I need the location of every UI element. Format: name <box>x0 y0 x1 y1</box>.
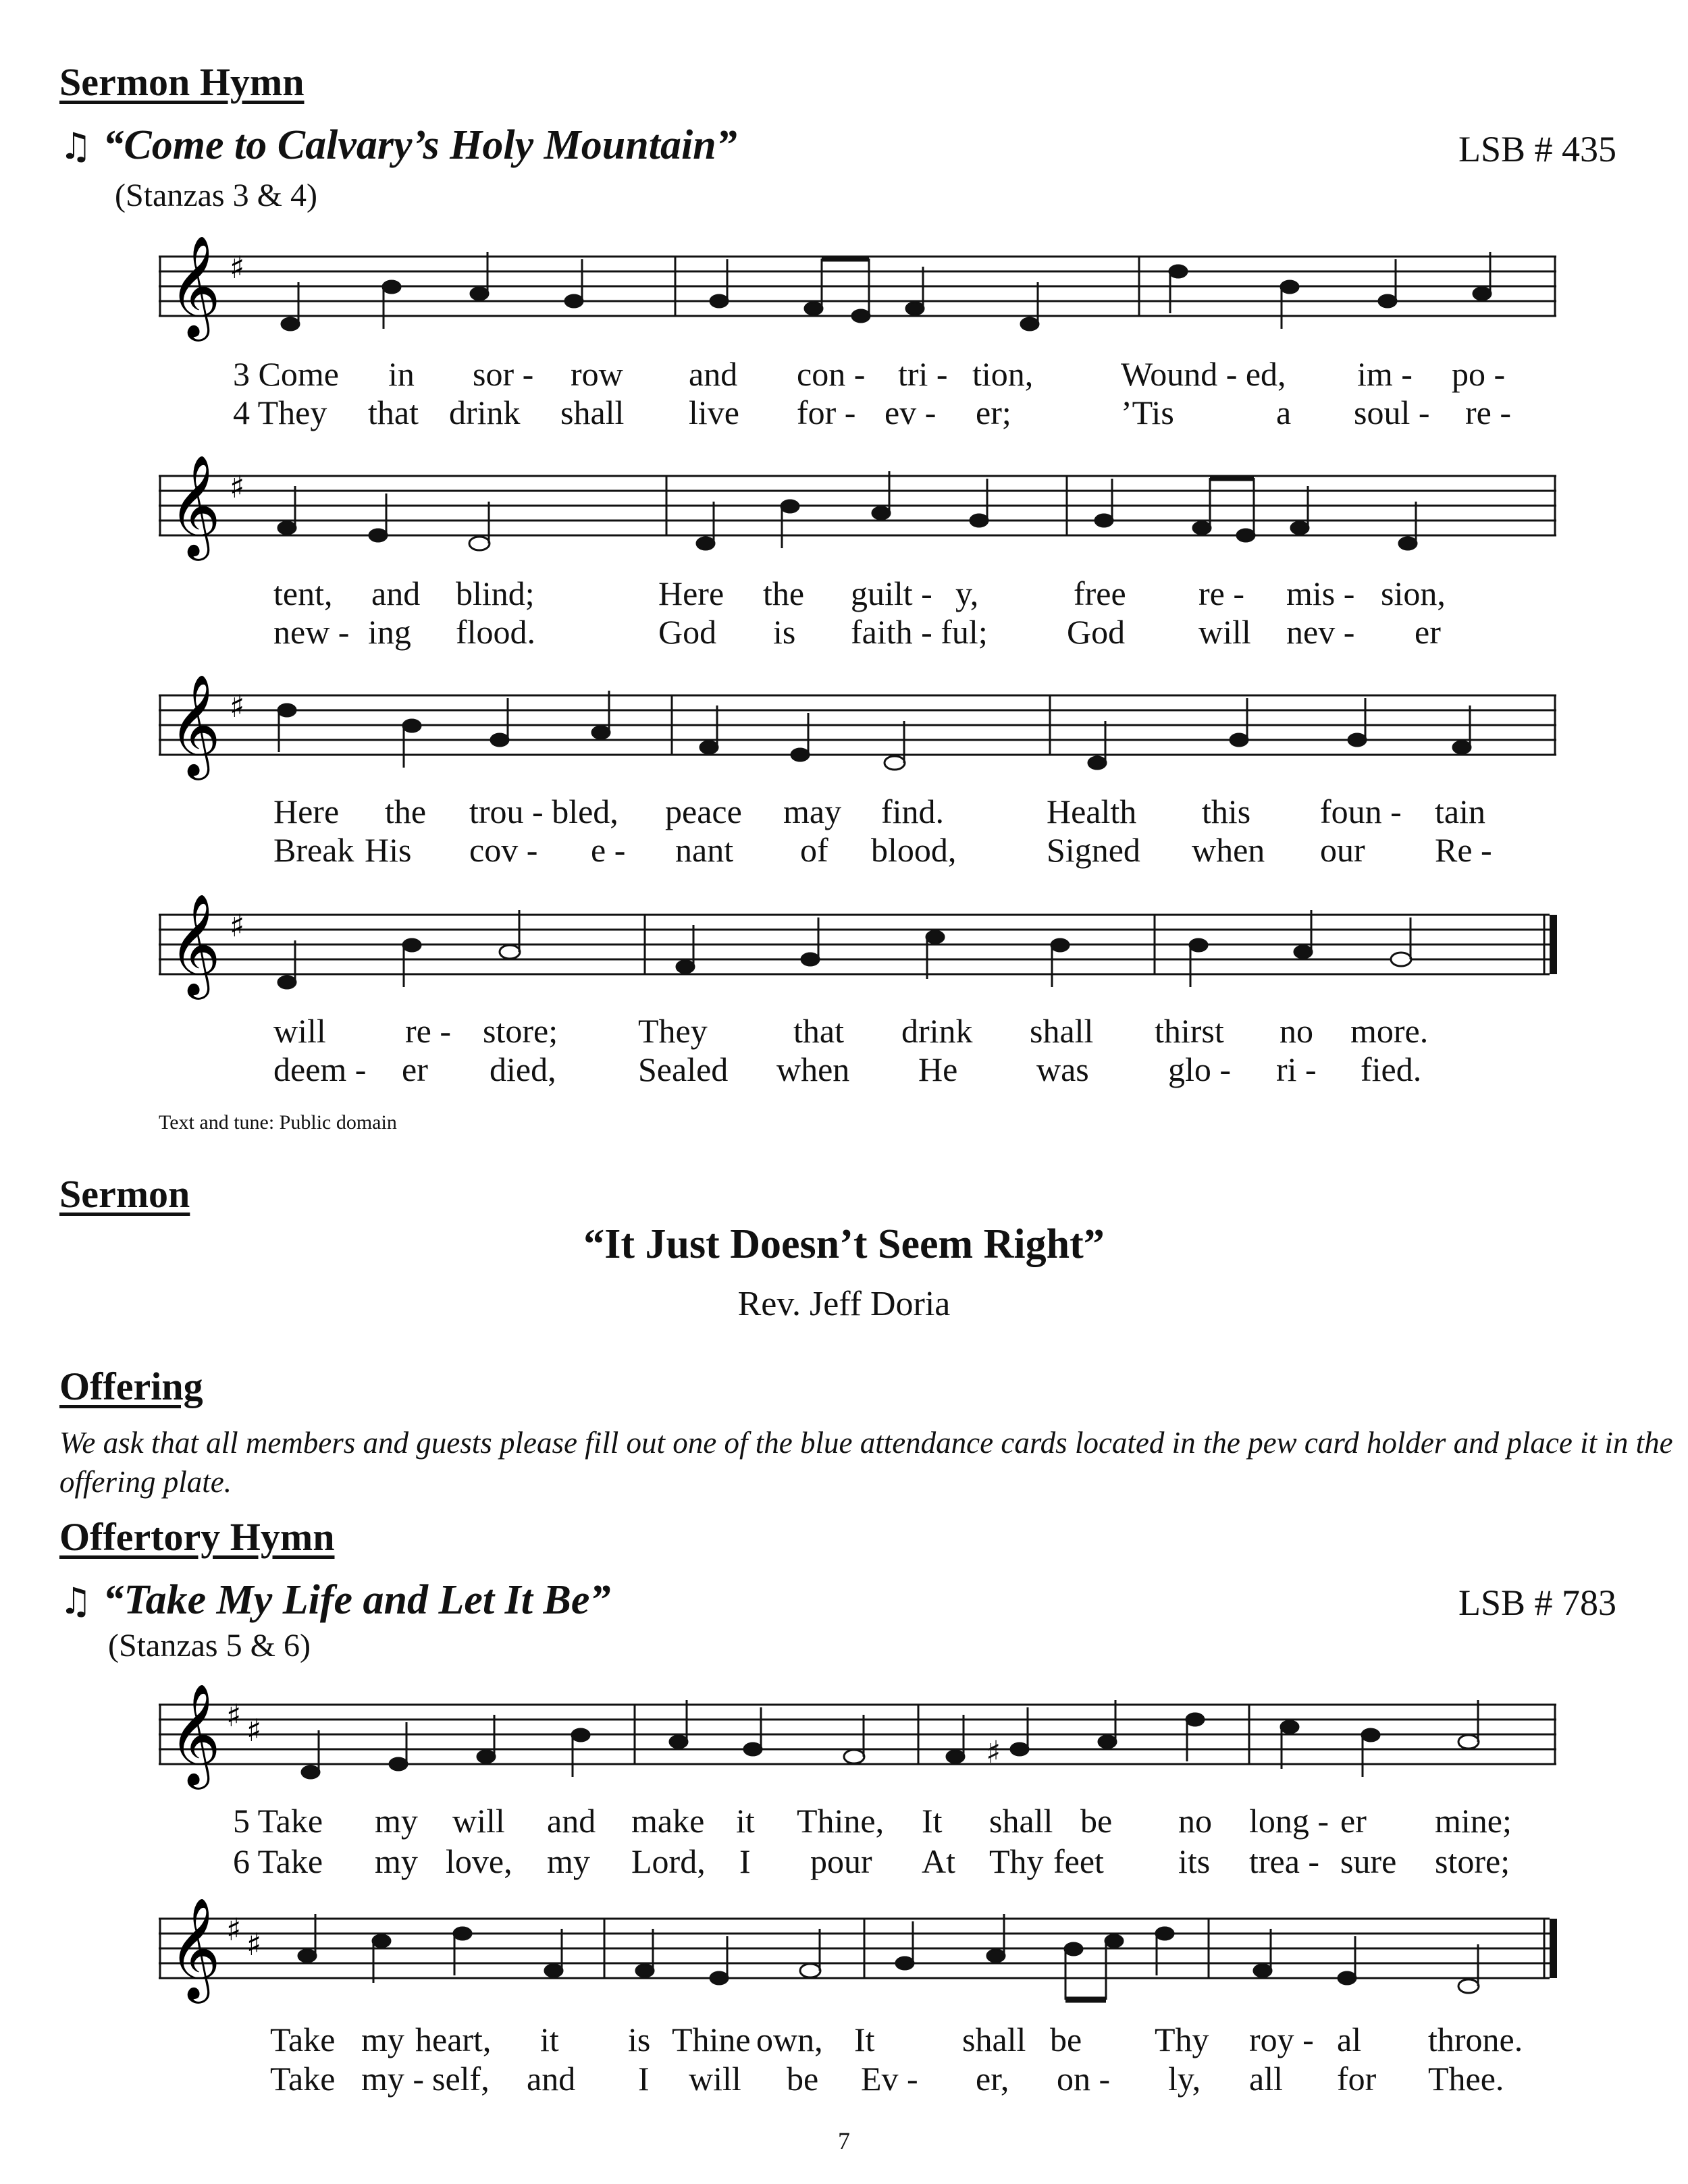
lyric-syllable: fied. <box>1361 1050 1422 1088</box>
offertory-hymn-stanzas: (Stanzas 5 & 6) <box>108 1628 311 1663</box>
lyric-syllable: and <box>371 575 421 612</box>
sharp-icon: ♯ <box>246 1712 262 1749</box>
lyric-syllable: self, <box>432 2060 490 2098</box>
lyric-syllable: tion, <box>972 355 1034 393</box>
lyric-syllable: ly, <box>1168 2060 1201 2098</box>
treble-clef-icon: 𝄞 <box>169 1898 221 1999</box>
lyric-syllable: Thine <box>672 2021 751 2058</box>
lyric-syllable: nev - <box>1286 613 1355 651</box>
lyric-syllable: er <box>402 1050 428 1088</box>
lyric-syllable: e - <box>591 831 626 869</box>
lyric-syllable: long - <box>1249 1802 1329 1840</box>
sharp-icon: ♯ <box>230 249 245 286</box>
lyric-line <box>0 1842 1688 1882</box>
lyric-syllable: y, <box>955 575 979 612</box>
lyric-syllable: Here <box>273 793 340 830</box>
lyric-syllable: my <box>547 1842 590 1880</box>
lyric-syllable: 6 Take <box>233 1842 323 1880</box>
treble-clef-icon: 𝄞 <box>169 1684 221 1785</box>
lyric-syllable: er; <box>976 394 1011 431</box>
svg-text:♯: ♯ <box>986 1734 1001 1770</box>
lyric-syllable: store; <box>1435 1842 1510 1880</box>
lyric-syllable: ’Tis <box>1121 394 1174 431</box>
lyric-syllable: Thy <box>989 1842 1044 1880</box>
lyric-syllable: my - <box>361 2060 425 2098</box>
offering-note: We ask that all members and guests please fill out one of the blue attendance cards located in the pew card holder and place it in the offering plate. <box>59 1426 1673 1499</box>
lyric-syllable: when <box>1192 831 1265 869</box>
lyric-syllable: re - <box>405 1012 451 1050</box>
lyric-line <box>0 574 1688 614</box>
lyric-syllable: be <box>787 2060 819 2098</box>
lyric-syllable: on - <box>1057 2060 1111 2098</box>
lyric-syllable: may <box>783 793 842 830</box>
music-staff <box>159 1898 1560 2040</box>
lyric-line <box>0 830 1688 871</box>
lyric-syllable: They <box>638 1012 708 1050</box>
lyric-syllable: God <box>658 613 717 651</box>
lyric-syllable: sion, <box>1381 575 1446 612</box>
lyric-syllable: faith - ful; <box>851 613 988 651</box>
lyric-syllable: flood. <box>456 613 536 651</box>
lyric-syllable: no <box>1280 1012 1313 1050</box>
lyric-syllable: I <box>739 1842 751 1880</box>
lyric-syllable: the <box>385 793 427 830</box>
lyric-line <box>0 354 1688 395</box>
lyric-syllable: peace <box>665 793 742 830</box>
lyric-syllable: store; <box>483 1012 558 1050</box>
lyric-syllable: throne. <box>1428 2021 1523 2058</box>
lyric-syllable: new - <box>273 613 350 651</box>
offertory-hymn-heading: Offertory Hymn <box>59 1515 335 1559</box>
lyric-line <box>0 393 1688 433</box>
lyric-syllable: re - <box>1465 394 1511 431</box>
lyric-syllable: glo - <box>1168 1050 1232 1088</box>
lyric-syllable: shall <box>560 394 625 431</box>
lyric-syllable: Wound - ed, <box>1121 355 1286 393</box>
lyric-syllable: It <box>854 2021 875 2058</box>
lyric-syllable: shall <box>989 1802 1053 1840</box>
lyric-syllable: guilt - <box>851 575 932 612</box>
lyric-syllable: sure <box>1340 1842 1397 1880</box>
sermon-hymn-heading: Sermon Hymn <box>59 60 305 104</box>
lyric-syllable: con - <box>797 355 866 393</box>
lyric-syllable: Lord, <box>631 1842 706 1880</box>
lyric-syllable: nant <box>675 831 734 869</box>
lyric-syllable: my <box>375 1802 418 1840</box>
lyric-line <box>0 2059 1688 2100</box>
treble-clef-icon: 𝄞 <box>169 456 221 556</box>
lyric-syllable: trou - bled, <box>469 793 618 830</box>
lyric-syllable: no <box>1178 1802 1212 1840</box>
offertory-hymn-title-text: “Take My Life and Let It Be” <box>103 1577 611 1623</box>
lyric-syllable: is <box>628 2021 651 2058</box>
lyric-syllable: Health <box>1047 793 1137 830</box>
lyric-syllable: Take <box>270 2060 336 2098</box>
lyric-syllable: ri - <box>1276 1050 1317 1088</box>
lyric-syllable: po - <box>1452 355 1506 393</box>
lyric-syllable: free <box>1074 575 1126 612</box>
lyric-syllable: 5 Take <box>233 1802 323 1840</box>
lyric-syllable: will <box>452 1802 505 1840</box>
lyric-syllable: row <box>571 355 623 393</box>
sharp-icon: ♯ <box>230 688 245 724</box>
lyric-syllable: thirst <box>1155 1012 1224 1050</box>
lyric-syllable: His <box>365 831 412 869</box>
lyric-syllable: blind; <box>456 575 535 612</box>
lyric-syllable: cov - <box>469 831 538 869</box>
lyric-syllable: sor - <box>473 355 534 393</box>
lyric-syllable: ev - <box>885 394 937 431</box>
lyric-syllable: It <box>922 1802 943 1840</box>
lyric-syllable: al <box>1337 2021 1362 2058</box>
lyric-syllable: the <box>763 575 805 612</box>
lyric-syllable: when <box>776 1050 850 1088</box>
sermon-hymn-lsb-number: LSB # 435 <box>1458 129 1617 169</box>
lyric-syllable: Thine, <box>797 1802 885 1840</box>
lyric-syllable: Sealed <box>638 1050 729 1088</box>
sharp-icon: ♯ <box>230 469 245 505</box>
lyric-syllable: pour <box>810 1842 872 1880</box>
music-note-icon: ♫ <box>59 125 93 167</box>
sermon-title: “It Just Doesn’t Seem Right” <box>583 1221 1105 1267</box>
lyric-syllable: live <box>689 394 739 431</box>
lyric-line <box>0 612 1688 653</box>
lyric-syllable: 4 They <box>233 394 327 431</box>
lyric-syllable: Break <box>273 831 354 869</box>
lyric-syllable: for <box>1337 2060 1377 2098</box>
lyric-syllable: foun - <box>1320 793 1402 830</box>
lyric-syllable: er, <box>976 2060 1009 2098</box>
lyric-syllable: it <box>540 2021 559 2058</box>
lyric-syllable: will <box>1198 613 1251 651</box>
preacher-name: Rev. Jeff Doria <box>737 1285 951 1323</box>
lyric-syllable: make <box>631 1802 705 1840</box>
lyric-syllable: mine; <box>1435 1802 1512 1840</box>
lyric-syllable: that <box>793 1012 844 1050</box>
lyric-syllable: own, <box>756 2021 823 2058</box>
lyric-syllable: shall <box>962 2021 1026 2058</box>
lyric-syllable: Thee. <box>1428 2060 1504 2098</box>
lyric-syllable: shall <box>1030 1012 1094 1050</box>
lyric-syllable: mis - <box>1286 575 1355 612</box>
lyric-line <box>0 792 1688 832</box>
lyric-line <box>0 1801 1688 1842</box>
page-number: 7 <box>838 2127 850 2154</box>
lyric-syllable: be <box>1050 2021 1082 2058</box>
lyric-syllable: all <box>1249 2060 1283 2098</box>
lyric-syllable: and <box>689 355 738 393</box>
lyric-syllable: Ev - <box>861 2060 918 2098</box>
lyric-syllable: Re - <box>1435 831 1492 869</box>
lyric-syllable: our <box>1320 831 1365 869</box>
lyric-syllable: tain <box>1435 793 1485 830</box>
lyric-line <box>0 1011 1688 1052</box>
sharp-icon: ♯ <box>230 907 245 944</box>
lyric-syllable: this <box>1202 793 1251 830</box>
lyric-syllable: will <box>689 2060 741 2098</box>
sermon-hymn-title-text: “Come to Calvary’s Holy Mountain” <box>103 122 737 168</box>
lyric-syllable: Thy <box>1155 2021 1209 2058</box>
lyric-syllable: God <box>1067 613 1126 651</box>
lyric-syllable: 3 Come <box>233 355 339 393</box>
lyric-syllable: love, <box>446 1842 512 1880</box>
lyric-syllable: will <box>273 1012 326 1050</box>
lyric-syllable: deem - <box>273 1050 367 1088</box>
lyric-syllable: im - <box>1357 355 1413 393</box>
lyric-syllable: soul - <box>1354 394 1430 431</box>
treble-clef-icon: 𝄞 <box>169 895 221 995</box>
sharp-icon: ♯ <box>246 1926 262 1963</box>
lyric-syllable: drink <box>449 394 521 431</box>
lyric-syllable: tent, <box>273 575 333 612</box>
lyric-syllable: I <box>638 2060 650 2098</box>
lyric-syllable: a <box>1276 394 1292 431</box>
sermon-hymn-title <box>59 122 737 169</box>
lyric-syllable: heart, <box>415 2021 492 2058</box>
lyric-syllable: ing <box>368 613 411 651</box>
lyric-syllable: and <box>527 2060 576 2098</box>
lyric-syllable: roy - <box>1249 2021 1314 2058</box>
lyric-syllable: Here <box>658 575 724 612</box>
offertory-hymn-lsb-number: LSB # 783 <box>1458 1582 1617 1623</box>
lyric-syllable: of <box>800 831 828 869</box>
lyric-syllable: for - <box>797 394 856 431</box>
sermon-hymn-stanzas: (Stanzas 3 & 4) <box>115 178 317 213</box>
lyric-syllable: its <box>1178 1842 1211 1880</box>
hymn-credit: Text and tune: Public domain <box>159 1111 397 1134</box>
lyric-syllable: er <box>1415 613 1441 651</box>
lyric-syllable: that <box>368 394 419 431</box>
lyric-syllable: At <box>922 1842 955 1880</box>
offertory-hymn-title <box>59 1576 610 1624</box>
lyric-syllable: died, <box>490 1050 556 1088</box>
lyric-syllable: drink <box>901 1012 973 1050</box>
offering-heading: Offering <box>59 1364 203 1408</box>
lyric-syllable: Take <box>270 2021 336 2058</box>
lyric-syllable: be <box>1080 1802 1113 1840</box>
sharp-icon: ♯ <box>226 1911 242 1948</box>
lyric-syllable: Signed <box>1047 831 1140 869</box>
lyric-syllable: blood, <box>871 831 957 869</box>
lyric-line <box>0 2020 1688 2060</box>
lyric-syllable: re - <box>1198 575 1244 612</box>
lyric-syllable: He <box>918 1050 958 1088</box>
lyric-syllable: is <box>773 613 796 651</box>
sharp-icon: ♯ <box>226 1697 242 1734</box>
treble-clef-icon: 𝄞 <box>169 236 221 337</box>
lyric-syllable: feet <box>1053 1842 1104 1880</box>
lyric-line <box>0 1050 1688 1090</box>
lyric-syllable: my <box>375 1842 418 1880</box>
lyric-syllable: it <box>736 1802 755 1840</box>
lyric-syllable: in <box>388 355 415 393</box>
lyric-syllable: er <box>1340 1802 1367 1840</box>
lyric-syllable: find. <box>881 793 945 830</box>
lyric-syllable: my <box>361 2021 404 2058</box>
music-note-icon: ♫ <box>59 1580 93 1622</box>
lyric-syllable: more. <box>1350 1012 1429 1050</box>
lyric-syllable: and <box>547 1802 596 1840</box>
lyric-syllable: was <box>1036 1050 1089 1088</box>
lyric-syllable: trea - <box>1249 1842 1320 1880</box>
lyric-syllable: tri - <box>898 355 948 393</box>
sermon-heading: Sermon <box>59 1172 190 1216</box>
treble-clef-icon: 𝄞 <box>169 675 221 776</box>
